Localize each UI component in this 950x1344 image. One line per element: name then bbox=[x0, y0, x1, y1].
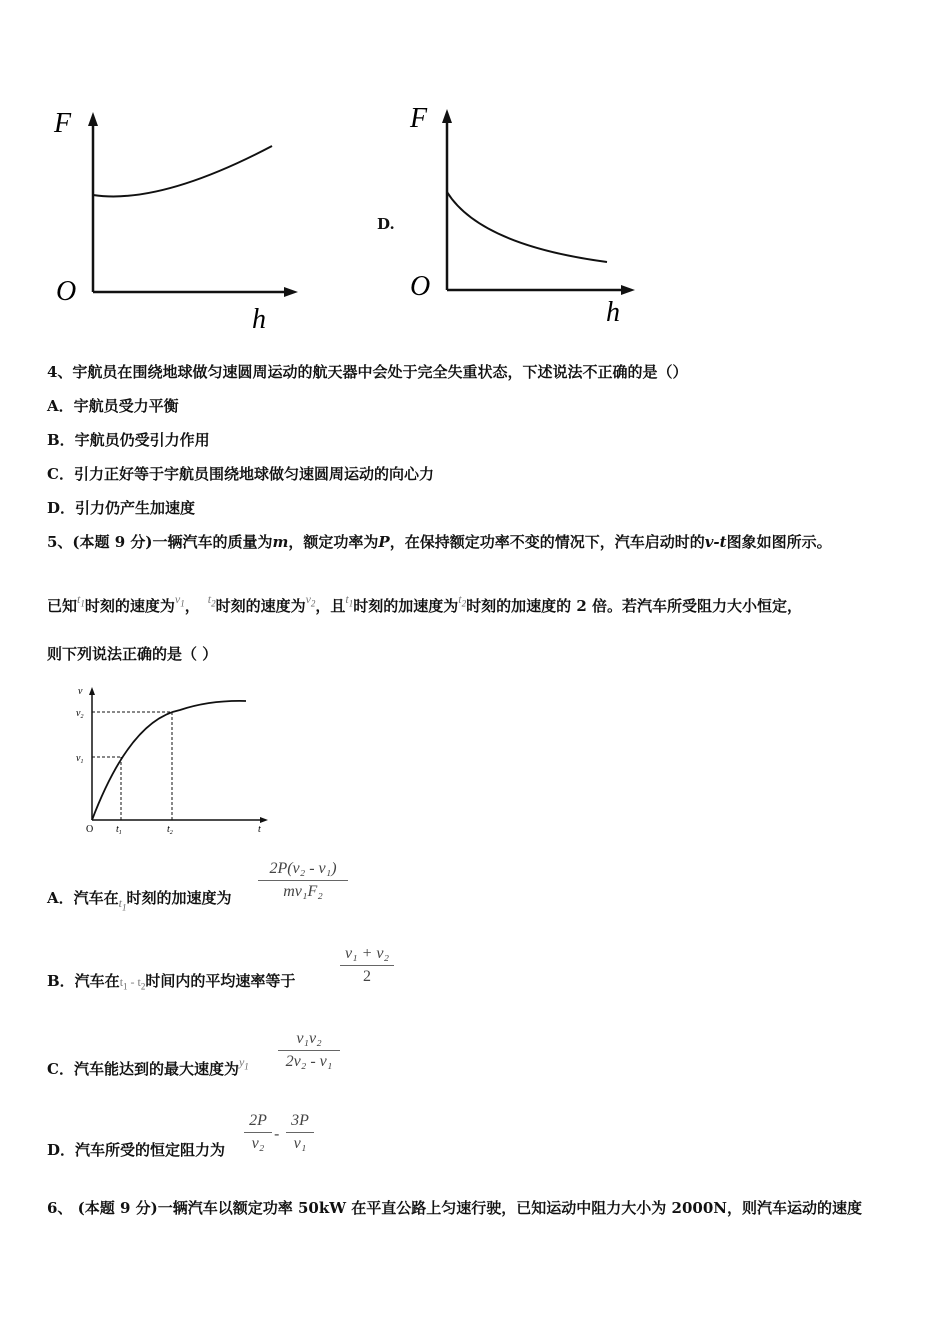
y-arrow bbox=[442, 109, 452, 123]
x-arrow bbox=[621, 285, 635, 295]
x-arrow bbox=[284, 287, 298, 297]
t1-label: $t_1$ bbox=[116, 824, 122, 836]
q5-d-formula-2: 3P v₁ bbox=[286, 1112, 314, 1153]
q5-d-minus: - bbox=[274, 1124, 280, 1143]
q4-option-c: C．引力正好等于宇航员围绕地球做匀速圆周运动的向心力 bbox=[47, 465, 434, 483]
origin-label: O bbox=[56, 276, 77, 307]
y-arrow bbox=[88, 112, 98, 126]
q4-option-b: B．宇航员仍受引力作用 bbox=[47, 431, 210, 449]
graph-c bbox=[40, 100, 300, 340]
q5-stem: 5、(本题 9 分)一辆汽车的质量为m，额定功率为P，在保持额定功率不变的情况下，汽车启动时的v-t图象如图所示。 bbox=[47, 533, 832, 551]
v-axis-label: v bbox=[78, 686, 83, 697]
t-axis-label: t bbox=[258, 824, 261, 835]
curve-d bbox=[447, 192, 607, 262]
x-label: h bbox=[252, 304, 266, 335]
origin-label: O bbox=[86, 824, 94, 835]
v2-label: $v_2$ bbox=[76, 708, 84, 720]
q4-option-a: A．宇航员受力平衡 bbox=[47, 397, 179, 415]
curve-c bbox=[93, 146, 272, 196]
y-label: F bbox=[410, 103, 428, 134]
q5-line3: 则下列说法正确的是（ ） bbox=[47, 645, 218, 663]
q5-option-d: D．汽车所受的恒定阻力为 bbox=[47, 1141, 226, 1159]
q5-line2: 已知$^{t_1}$时刻的速度为$^{v_1}$， $^{t_2}$时刻的速度为$^{v_2}$，且$^{t_1}$时刻的加速度为$^{t_2}$时刻的加速度的 2 倍。若汽车所受阻力大小恒定， bbox=[47, 592, 803, 615]
graph-d bbox=[400, 95, 650, 335]
q5-option-c: C．汽车能达到的最大速度为$^{y_1}$ bbox=[47, 1055, 249, 1078]
q6-stem: 6、 (本题 9 分)一辆汽车以额定功率 50kW 在平直公路上匀速行驶，已知运动中阻力大小为 2000N，则汽车运动的速度 bbox=[47, 1199, 862, 1217]
y-label: F bbox=[54, 108, 72, 139]
x-label: h bbox=[606, 297, 620, 328]
q5-a-formula: 2P(v₂ - v₁) mv₁F₂ bbox=[258, 860, 348, 901]
origin-label: O bbox=[410, 271, 431, 302]
q5-b-formula: v₁ + v₂ 2 bbox=[340, 945, 394, 986]
q5-c-formula: v₁v₂ 2v₂ - v₁ bbox=[278, 1030, 340, 1071]
q4-option-d: D．引力仍产生加速度 bbox=[47, 499, 196, 517]
q4-stem: 4、宇航员在围绕地球做匀速圆周运动的航天器中会处于完全失重状态，下述说法不正确的是（） bbox=[47, 363, 688, 381]
q5-d-formula-1: 2P v₂ bbox=[244, 1112, 272, 1153]
t2-label: $t_2$ bbox=[167, 824, 173, 836]
vt-curve bbox=[92, 701, 246, 820]
option-d-label: D. bbox=[377, 215, 395, 233]
q5-option-a: A．汽车在$_{t_1}$时刻的加速度为 bbox=[47, 889, 232, 913]
vt-graph bbox=[70, 680, 280, 840]
v1-label: $v_1$ bbox=[76, 753, 84, 765]
q5-option-b: B．汽车在$t_1 - t_2$时间内的平均速率等于 bbox=[47, 972, 296, 992]
